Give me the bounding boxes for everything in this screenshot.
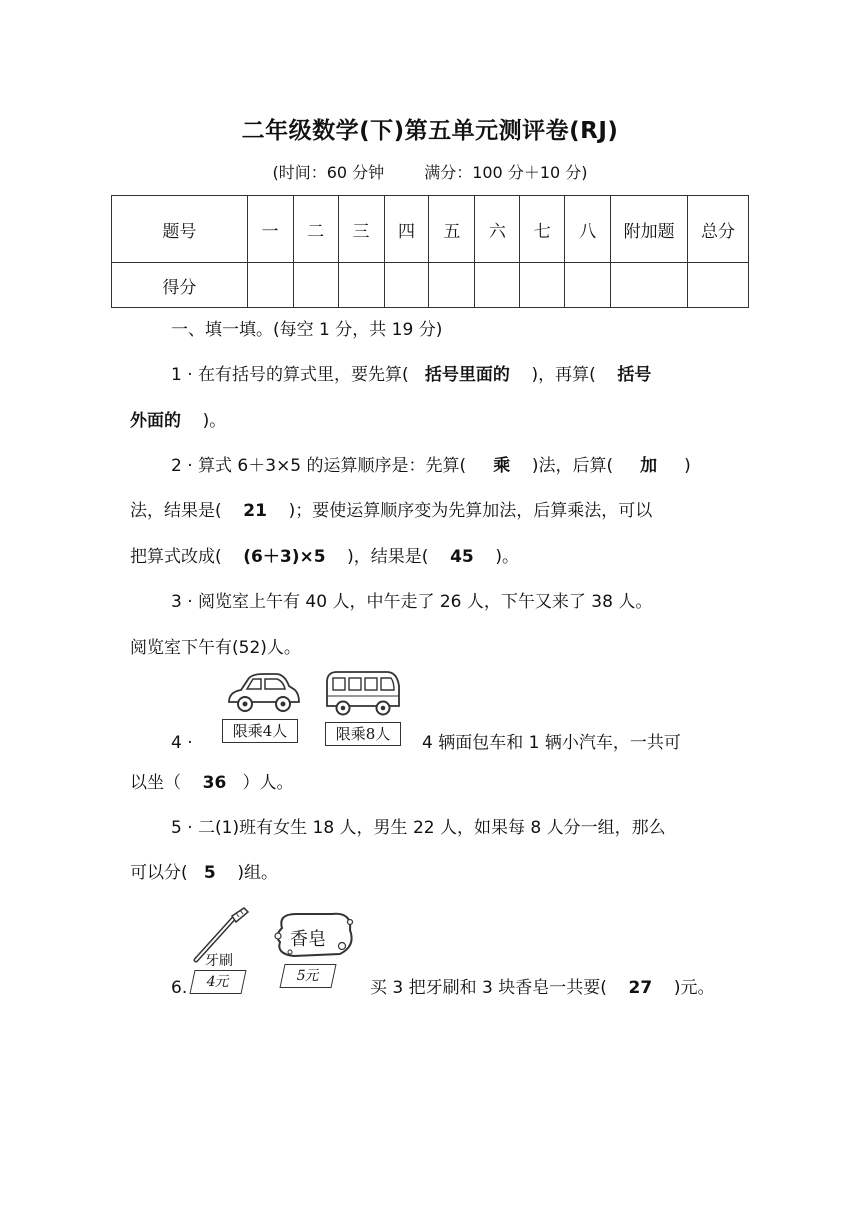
header-cell: 八 [565, 196, 611, 263]
score-cell[interactable] [611, 263, 688, 308]
answer: 27 [628, 978, 653, 998]
header-cell: 一 [247, 196, 293, 263]
question-6-text: 买 3 把牙刷和 3 块香皂一共要( 27 )元。 [370, 978, 715, 998]
question-2-line-3: 把算式改成( (6＋3)×5 )，结果是( 45 )。 [130, 547, 519, 567]
score-cell[interactable] [293, 263, 338, 308]
van-image [323, 668, 403, 718]
answer: 外面的 [130, 411, 181, 431]
answer: 45 [450, 547, 474, 567]
question-4-number: 4 · [171, 733, 193, 753]
header-cell: 五 [429, 196, 475, 263]
header-cell: 二 [293, 196, 338, 263]
answer: (6＋3)×5 [243, 547, 326, 567]
answer: 5 [203, 863, 216, 883]
answer: 21 [243, 501, 267, 521]
answer: 括号 [617, 365, 652, 385]
header-cell: 四 [384, 196, 429, 263]
question-3-line-1: 3 · 阅览室上午有 40 人，中午走了 26 人，下午又来了 38 人。 [171, 592, 653, 612]
header-cell: 总分 [688, 196, 749, 263]
section-heading: 一、填一填。(每空 1 分，共 19 分) [171, 320, 443, 340]
question-2-line-1: 2 · 算式 6＋3×5 的运算顺序是：先算( 乘 )法，后算( 加 ) [171, 456, 691, 476]
question-4-text: 4 辆面包车和 1 辆小汽车，一共可 [422, 733, 681, 753]
header-cell: 六 [475, 196, 520, 263]
page-title: 二年级数学(下)第五单元测评卷(RJ) [241, 118, 619, 144]
header-cell: 三 [338, 196, 384, 263]
score-cell[interactable] [384, 263, 429, 308]
van-capacity-tag: 限乘8人 [325, 722, 401, 746]
question-4-line-2: 以坐（ 36 ）人。 [130, 773, 294, 793]
question-6-number: 6. [171, 978, 188, 998]
score-cell[interactable] [688, 263, 749, 308]
score-cell[interactable] [565, 263, 611, 308]
answer: 括号里面的 [424, 365, 510, 385]
toothbrush-label: 牙刷 [205, 953, 233, 969]
question-5-line-1: 5 · 二(1)班有女生 18 人，男生 22 人，如果每 8 人分一组，那么 [171, 818, 666, 838]
score-row-label: 得分 [112, 263, 248, 308]
header-cell: 附加题 [611, 196, 688, 263]
question-5-line-2: 可以分( 5 )组。 [130, 863, 278, 883]
car-image [223, 668, 303, 718]
score-cell[interactable] [247, 263, 293, 308]
score-cell[interactable] [429, 263, 475, 308]
question-3-line-2: 阅览室下午有(52)人。 [130, 638, 301, 658]
answer: 36 [202, 773, 227, 793]
score-table [111, 195, 749, 308]
time-limit: (时间：60 分钟 [272, 163, 385, 182]
question-1-line-1: 1 · 在有括号的算式里，要先算( 括号里面的 )，再算( 括号 [171, 365, 652, 385]
toothbrush-price-tag: 4元 [189, 970, 246, 994]
answer: 加 [640, 456, 658, 476]
soap-price-tag: 5元 [279, 964, 336, 988]
score-cell[interactable] [338, 263, 384, 308]
exam-info [0, 160, 860, 183]
question-2-line-2: 法，结果是( 21 )；要使运算顺序变为先算加法，后算乘法，可以 [130, 501, 653, 521]
car-capacity-tag: 限乘4人 [222, 719, 298, 743]
score-cell[interactable] [475, 263, 520, 308]
soap-label: 香皂 [290, 929, 326, 950]
answer: 乘 [493, 456, 511, 476]
header-cell: 七 [520, 196, 565, 263]
question-1-line-2: 外面的 )。 [130, 411, 227, 431]
score-cell[interactable] [520, 263, 565, 308]
header-cell: 题号 [112, 196, 248, 263]
total-score: 满分：100 分＋10 分) [424, 163, 588, 182]
